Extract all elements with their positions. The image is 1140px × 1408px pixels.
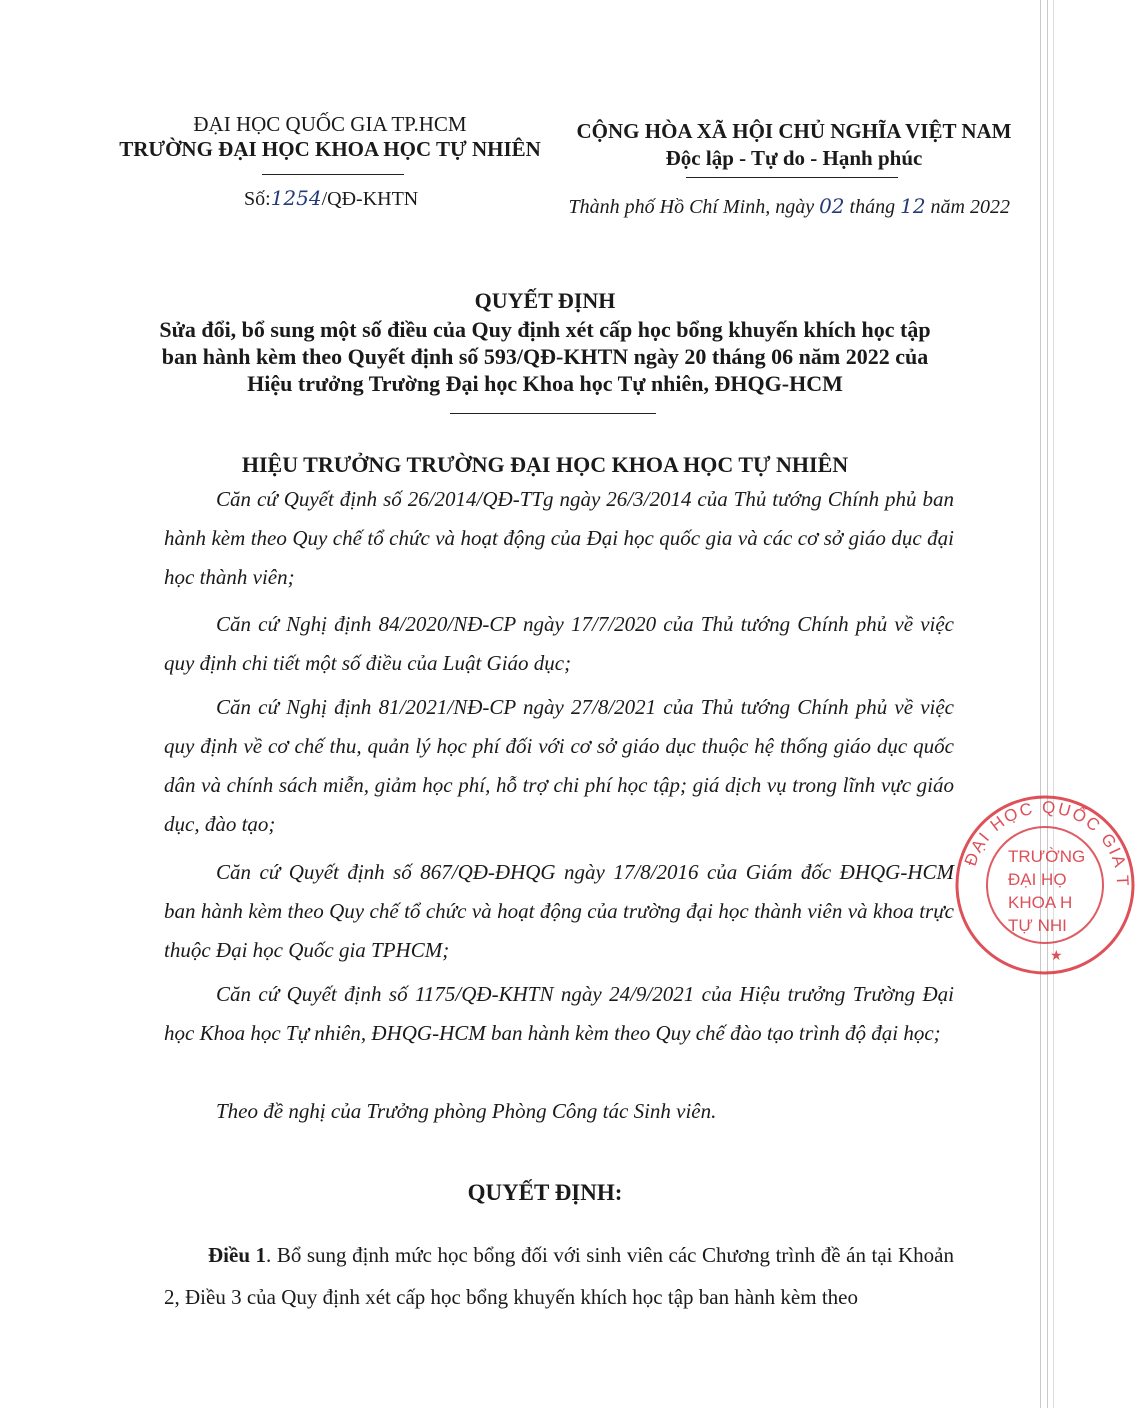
title-separator [450, 413, 656, 414]
scan-edge-line [1053, 0, 1054, 1408]
scan-edge-line [1040, 0, 1041, 1408]
issuer-underline [262, 174, 404, 175]
national-motto: Độc lập - Tự do - Hạnh phúc [665, 146, 923, 170]
principal-heading: HIỆU TRƯỞNG TRƯỜNG ĐẠI HỌC KHOA HỌC TỰ NHIÊN [241, 452, 849, 477]
document-number [244, 186, 418, 211]
seal-line-3: KHOA H [1008, 893, 1073, 912]
country-name: CỘNG HÒA XÃ HỘI CHỦ NGHĨA VIỆT NAM [576, 119, 1012, 143]
date-year: năm 2022 [925, 196, 1010, 218]
date-place: Thành phố Hồ Chí Minh, ngày [568, 196, 820, 218]
handwritten-number: 1254 [270, 186, 322, 210]
preamble-paragraph: Theo đề nghị của Trưởng phòng Phòng Công tác Sinh viên. [216, 1099, 717, 1123]
decision-subtitle: Sửa đổi, bổ sung một số điều của Quy định xét cấp học bổng khuyến khích học tập ban hành kèm theo Quyết định số 593/QĐ-KHTN ngày 20 tháng 06 năm 2022 của Hiệu trưởng Trường Đại học Khoa học Tự nhiên, ĐHQG-HCM [159, 317, 931, 396]
article-1-label: Điều 1 [208, 1243, 267, 1267]
preamble-paragraph: Căn cứ Quyết định số 867/QĐ-ĐHQG ngày 17/8/2016 của Giám đốc ĐHQG-HCM ban hành kèm theo Quy chế tổ chức và hoạt động của trường đại học thành viên và khoa trực thuộc Đại học Quốc gia TPHCM; [164, 860, 954, 962]
red-seal-stamp [950, 790, 1140, 980]
scan-edge-line [1047, 0, 1048, 1408]
handwritten-day: 02 [819, 194, 845, 218]
decision-title: QUYẾT ĐỊNH [474, 288, 616, 313]
motto-underline [686, 177, 898, 178]
issuer-university: ĐẠI HỌC QUỐC GIA TP.HCM [193, 112, 467, 136]
preamble-paragraph: Căn cứ Quyết định số 26/2014/QĐ-TTg ngày 26/3/2014 của Thủ tướng Chính phủ ban hành kèm theo Quy chế tổ chức và hoạt động của Đại học quốc gia và các cơ sở giáo dục đại học thành viên; [164, 487, 954, 589]
national-motto-block [556, 118, 1032, 172]
seal-line-2: ĐẠI HỌ [1008, 870, 1067, 889]
number-prefix: Số: [244, 188, 271, 210]
number-suffix: /QĐ-KHTN [321, 188, 419, 210]
seal-line-4: TỰ NHI [1008, 916, 1067, 935]
issuer-block [110, 112, 550, 162]
handwritten-month: 12 [900, 194, 926, 218]
preamble-paragraph: Căn cứ Nghị định 81/2021/NĐ-CP ngày 27/8/2021 của Thủ tướng Chính phủ về việc quy định về cơ chế thu, quản lý học phí đối với cơ sở giáo dục thuộc hệ thống giáo dục quốc dân và chính sách miễn, giảm học phí, hỗ trợ chi phí học tập; giá dịch vụ trong lĩnh vực giáo dục, đào tạo; [164, 695, 954, 836]
preamble-paragraph: Căn cứ Nghị định 84/2020/NĐ-CP ngày 17/7/2020 của Thủ tướng Chính phủ về việc quy định chi tiết một số điều của Luật Giáo dục; [164, 612, 954, 675]
seal-ring-text: ĐẠI HỌC QUỐC GIA T [960, 797, 1133, 889]
article-1 [164, 1234, 954, 1318]
date-line [556, 194, 1010, 219]
seal-star-icon: ★ [1050, 948, 1063, 964]
article-1-text: . Bổ sung định mức học bổng đối với sinh viên các Chương trình đề án tại Khoản 2, Điều 3 của Quy định xét cấp học bổng khuyến khích học tập ban hành kèm theo [164, 1243, 955, 1309]
preamble-paragraph: Căn cứ Quyết định số 1175/QĐ-KHTN ngày 24/9/2021 của Hiệu trưởng Trường Đại học Khoa học Tự nhiên, ĐHQG-HCM ban hành kèm theo Quy chế đào tạo trình độ đại học; [164, 982, 954, 1045]
issuer-school: TRƯỜNG ĐẠI HỌC KHOA HỌC TỰ NHIÊN [119, 137, 541, 161]
date-month-label: tháng [844, 196, 901, 218]
seal-line-1: TRƯỜNG [1008, 847, 1086, 866]
decides-heading: QUYẾT ĐỊNH: [467, 1180, 623, 1205]
